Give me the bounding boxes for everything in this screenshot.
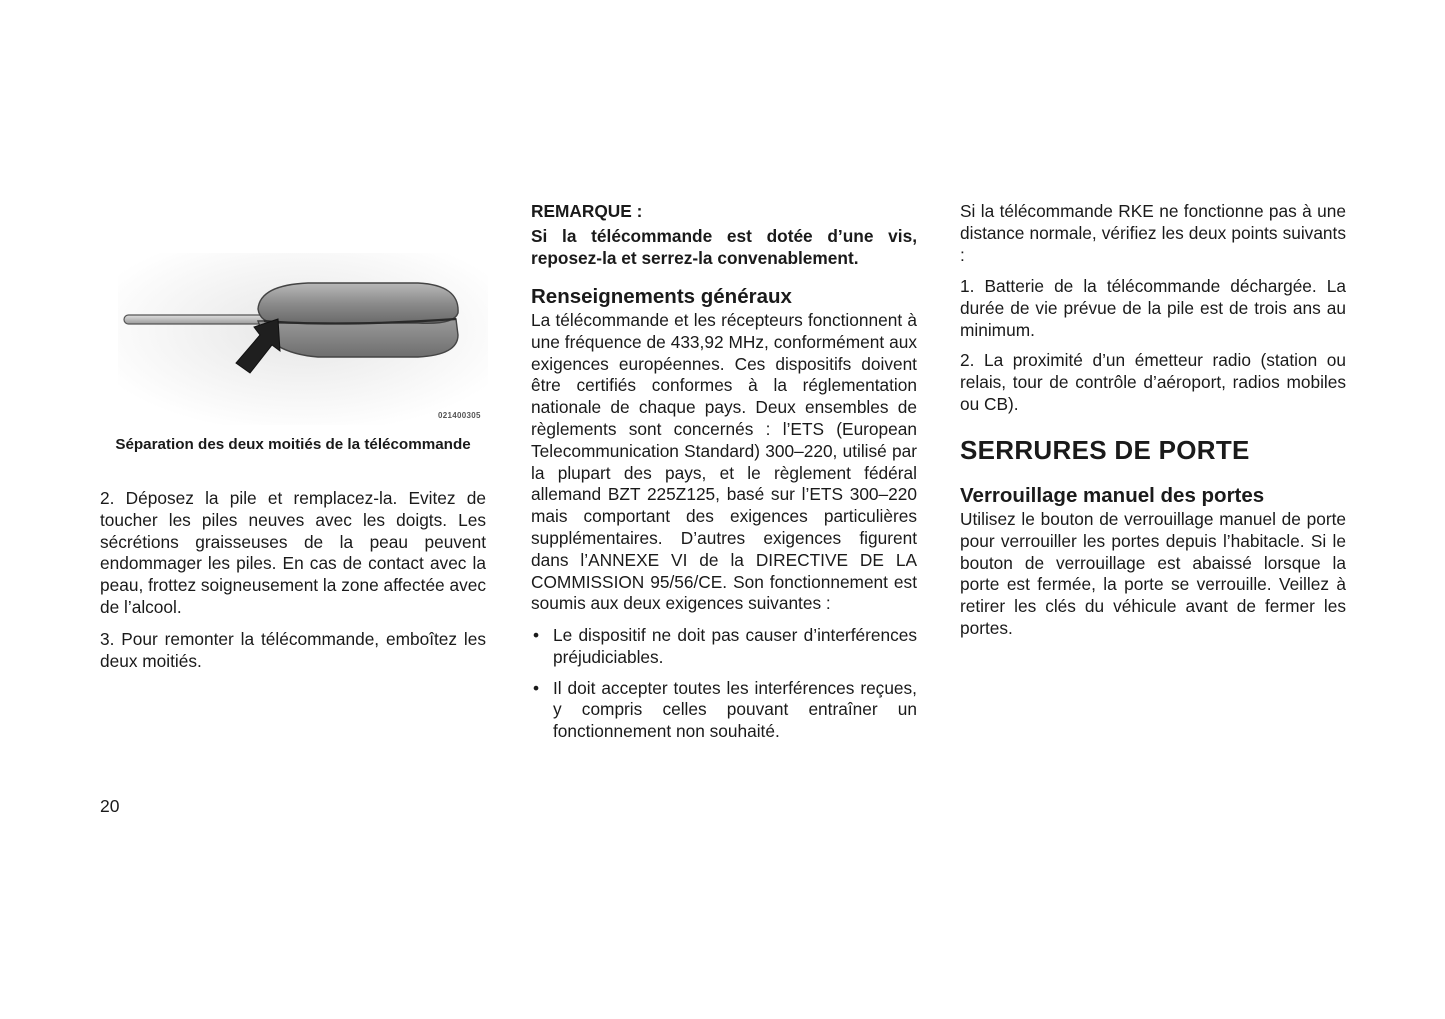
rke-check-2: 2. La proximité d’un émetteur radio (station ou relais, tour de contrôle d’aéroport, radios mobiles ou CB). [960,350,1346,414]
bullet-icon: • [533,677,540,698]
note-text: Si la télécommande est dotée d’une vis, reposez-la et serrez-la convenablement. [531,226,917,268]
general-info-body: La télécommande et les récepteurs fonctionnent à une fréquence de 433,92 MHz, conformément aux exigences européennes. Ces dispositifs doivent être certifiés conformes à la réglementation nationale de chaque pays. Deux ensembles de règlements sont concernés : l’ETS (European Telecommunication Standard) 300–220, utilisé par la plupart des pays, et le règlement fédéral allemand BZT 225Z125, basé sur l’ETS 300–220 mais comportant des exigences particulières supplémentaires. D’autres exigences figurent dans l’ANNEXE VI de la DIRECTIVE DE LA COMMISSION 95/56/CE. Son fonctionnement est soumis aux deux exigences suivantes : [531,310,917,614]
note-label: REMARQUE : [531,201,643,221]
bullet-icon: • [533,625,540,645]
manual-locks-body: Utilisez le bouton de verrouillage manuel de porte pour verrouiller les portes depuis l’habitacle. Si le bouton de verrouillage est abaissé lorsque la porte est fermée, la porte se verrouille. Veillez à retirer les clés du véhicule avant de fermer les portes. [960,509,1346,638]
rke-intro: Si la télécommande RKE ne fonctionne pas à une distance normale, vérifiez les deux points suivants : [960,201,1346,265]
subheading-manual-locks: Verrouillage manuel des portes [960,484,1265,507]
section-heading-general-info: Renseignements généraux [531,285,792,308]
section-title-door-locks: SERRURES DE PORTE [960,435,1250,465]
figure-code: 021400305 [438,411,481,420]
page-number: 20 [100,796,120,816]
list-item-text: Il doit accepter toutes les interférences reçues, y compris celles pouvant entraîner un fonctionnement non souhaité. [553,677,917,742]
list-item-text: Le dispositif ne doit pas causer d’interférences préjudiciables. [553,625,917,667]
list-item [531,625,917,669]
list-item [531,678,917,743]
step-3-paragraph: 3. Pour remonter la télécommande, emboîtez les deux moitiés. [100,629,486,671]
key-fob-separation-illustration [118,253,488,425]
key-fob-figure [118,253,488,425]
step-2-paragraph: 2. Déposez la pile et remplacez-la. Evitez de toucher les piles neuves avec les doigts. Les sécrétions graisseuses de la peau peuvent endommager les piles. En cas de contact avec la peau, frottez soigneusement la zone affectée avec de l’alcool. [100,488,486,617]
requirements-list [531,625,917,752]
rke-check-1: 1. Batterie de la télécommande déchargée. La durée de vie prévue de la pile est de trois ans au minimum. [960,276,1346,340]
figure-caption: Séparation des deux moitiés de la télécommande [115,436,471,453]
